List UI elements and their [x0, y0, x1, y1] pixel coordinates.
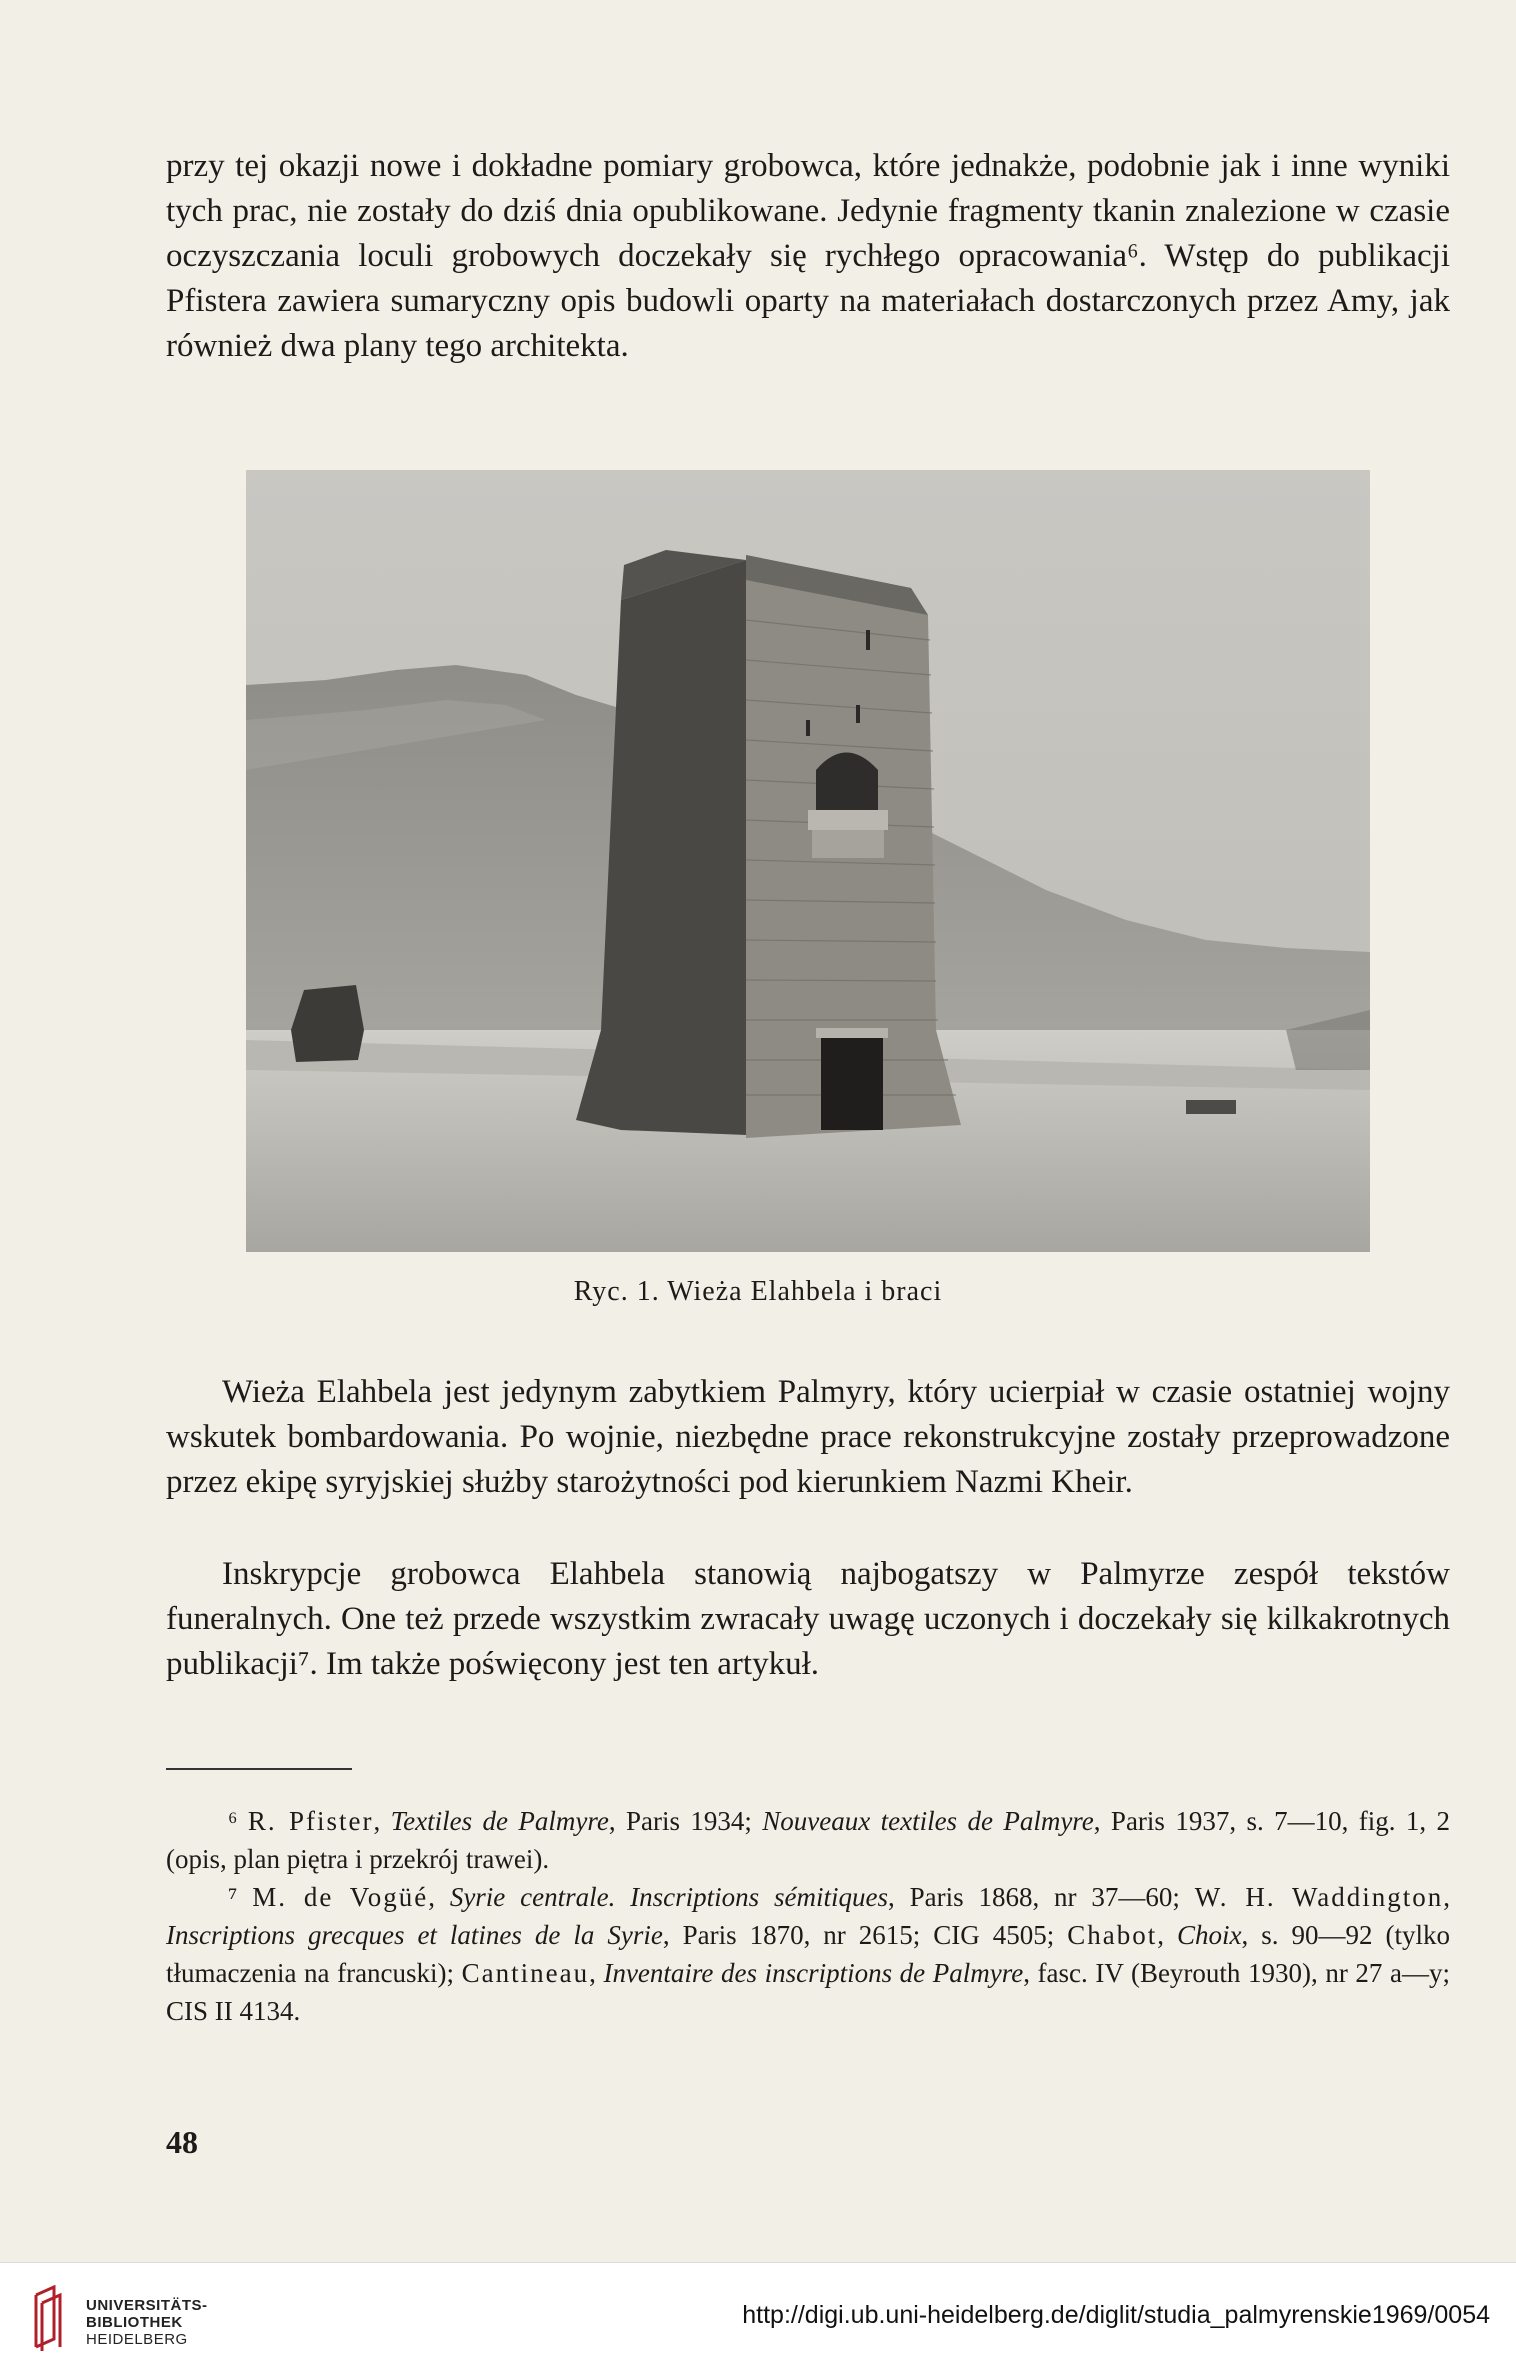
- footnote-author: W. H. Waddington: [1194, 1882, 1444, 1912]
- footnote-title: Syrie centrale. Inscriptions sémitiques: [449, 1882, 889, 1912]
- logo-line: BIBLIOTHEK: [86, 2314, 183, 2331]
- footnote-title: Textiles de Palmyre: [390, 1806, 609, 1836]
- footnote-title: Nouveaux textiles de Palmyre: [762, 1806, 1094, 1836]
- library-logo-icon: [32, 2285, 66, 2355]
- footnote-author: M. de Vogüé: [252, 1882, 429, 1912]
- footnote-7: ⁷ M. de Vogüé, Syrie centrale. Inscriptions sémitiques, Paris 1868, nr 37—60; W. H. Waddington, Inscriptions grecques et latines de la Syrie, Paris 1870, nr 2615; CIG 4505; Chabot, Choix, s. 90—92 (tylko tłumaczenia na francuski); Cantineau, Inventaire des inscriptions de Palmyre, fasc. IV (Beyrouth 1930), nr 27 a—y; CIS II 4134.: [166, 1882, 1451, 2026]
- footnote-author: Chabot: [1067, 1920, 1158, 1950]
- paragraph-damage: Wieża Elahbela jest jedynym zabytkiem Palmyry, który ucierpiał w czasie ostatniej wojny wskutek bombardowania. Po wojnie, niezbędne prace rekonstrukcyjne zostały przeprowadzone przez ekipę syryjskiej służby starożytności pod kierunkiem Nazmi Kheir.: [166, 1374, 1450, 1500]
- page-number: 48: [166, 2124, 198, 2160]
- figure-caption: Ryc. 1. Wieża Elahbela i braci: [573, 1276, 943, 1307]
- footnote-separator: [166, 1768, 352, 1770]
- logo-line: UNIVERSITÄTS-: [86, 2297, 208, 2314]
- footnote-text: , Paris 1870, nr 2615; CIG 4505;: [662, 1920, 1068, 1950]
- footnote-author: R. Pfister: [247, 1806, 374, 1836]
- footnote-text: , s. 90—92 (tylko tłumaczenia na francuski);: [166, 1920, 1450, 1988]
- footnote-text: , Paris 1868, nr 37—60;: [888, 1882, 1195, 1912]
- figure-photo-tower: [246, 470, 1370, 1252]
- footnote-author: Cantineau: [461, 1958, 590, 1988]
- footnote-marker: ⁶: [228, 1806, 238, 1836]
- footnote-text: , Paris 1937, s. 7—10, fig. 1, 2 (opis, plan piętra i przekrój trawei).: [166, 1806, 1451, 1874]
- library-logo-text: [86, 2297, 208, 2348]
- footnote-title: Inscriptions grecques et latines de la Syrie: [166, 1920, 663, 1950]
- tower-photograph: [246, 470, 1370, 1252]
- viewer-footer: [0, 2262, 1516, 2376]
- paragraph-inscriptions: Inskrypcje grobowca Elahbela stanowią najbogatszy w Palmyrze zespół tekstów funeralnych. One też przede wszystkim zwracały uwagę uczonych i doczekały się kilkakrotnych publikacji⁷. Im także poświęcony jest ten artykuł.: [166, 1556, 1450, 1682]
- footnote-title: Inventaire des inscriptions de Palmyre: [603, 1958, 1024, 1988]
- permalink-url[interactable]: http://digi.ub.uni-heidelberg.de/diglit/studia_palmyrenskie1969/0054: [742, 2301, 1490, 2329]
- library-logo[interactable]: [24, 2277, 254, 2361]
- footnote-text: , fasc. IV (Beyrouth 1930), nr 27 a—y; CIS II 4134.: [166, 1958, 1451, 2026]
- footnote-text: , Paris 1934;: [608, 1806, 763, 1836]
- paragraph-intro: przy tej okazji nowe i dokładne pomiary grobowca, które jednakże, podobnie jak i inne wyniki tych prac, nie zostały do dziś dnia opublikowane. Jedynie fragmenty tkanin znalezione w czasie oczyszczania loculi grobowych doczekały się rychłego opracowania⁶. Wstęp do publikacji Pfistera zawiera sumaryczny opis budowli oparty na materiałach dostarczonych przez Amy, jak również dwa plany tego architekta.: [166, 148, 1450, 364]
- footnote-marker: ⁷: [228, 1882, 238, 1912]
- logo-line: HEIDELBERG: [86, 2331, 188, 2348]
- footnote-title: Choix: [1177, 1920, 1242, 1950]
- footnote-6: ⁶ R. Pfister, Textiles de Palmyre, Paris 1934; Nouveaux textiles de Palmyre, Paris 1937, s. 7—10, fig. 1, 2 (opis, plan piętra i przekrój trawei).: [166, 1806, 1451, 1874]
